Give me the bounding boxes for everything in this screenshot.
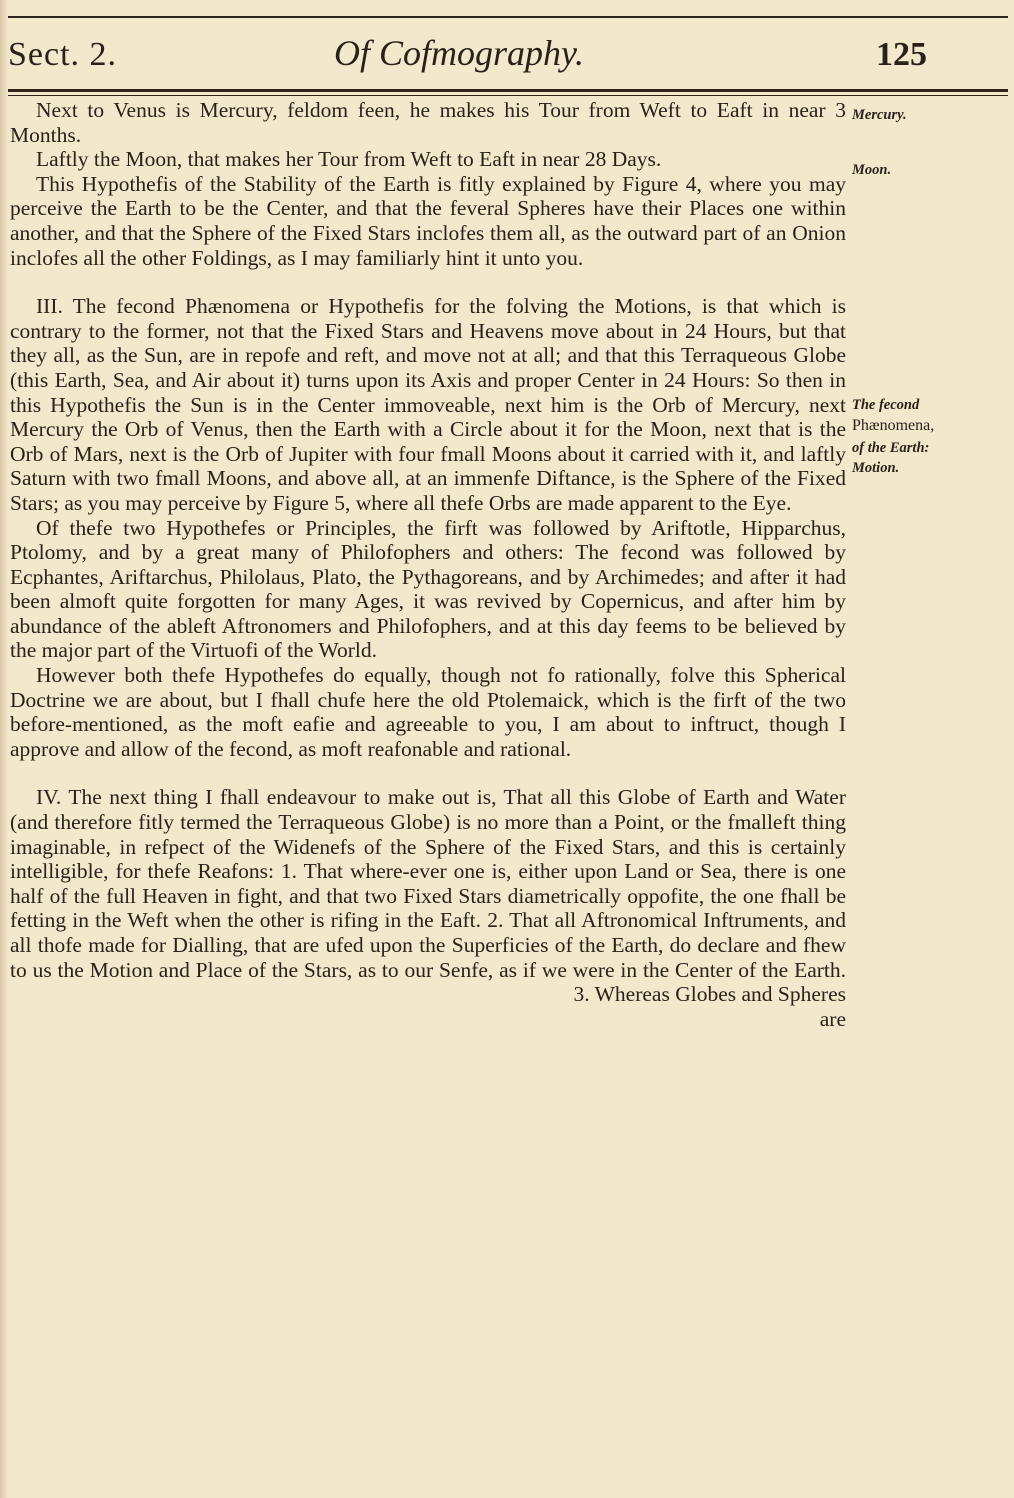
paragraph-hypothesis-stability: This Hypothefis of the Stability of the Earth is fitly explained by Figure 4, where you may perceive the Earth to be the Center, and that the feveral Spheres have their Places one within another, and that the Sphere of the Fixed Stars inclofes them all, as the outward part of an Onion inclofes all the other Foldings, as I may familiarly hint it unto you.: [10, 171, 846, 270]
margin-note-mercury: Mercury.: [852, 107, 907, 123]
paragraph-terraqueous-point: IV. The next thing I fhall endeavour to make out is, That all this Globe of Earth and Water (and therefore fitly termed the Terraqueous Globe) is no more than a Point, or the fmalleft thing imaginable, in refpect of the Widenefs of the Sphere of the Fixed Stars, and this is certainly intelligible, for thefe Reafons: 1. That where-ever one is, either upon Land or Sea, there is one half of the full Heaven in fight, and that two Fixed Stars diametrically oppofite, the one fhall be fetting in the Weft when the other is rifing in the Eaft. 2. That all Aftronomical Inftruments, and all thofe made for Dialling, that are ufed upon the Superficies of the Earth, do declare and fhew to us the Motion and Place of the Stars, as to our Senfe, as if we were in the Center of the Earth. 3. Whereas Globes and Spheres: [10, 785, 846, 1007]
catchword: are: [819, 1006, 846, 1031]
paragraph-second-hypothesis: III. The fecond Phænomena or Hypothefis for the folving the Motions, is that which is contrary to the former, not that the Fixed Stars and Heavens move about in 24 Hours, but that they all, as the Sun, are in repofe and reft, and move not at all; and that this Terraqueous Globe (this Earth, Sea, and Air about it) turns upon its Axis and proper Center in 24 Hours: So then in this Hypothefis the Sun is in the Center immoveable, next him is the Orb of Mercury, next Mercury the Orb of Venus, then the Earth with a Circle about it for the Moon, next that is the Orb of Mars, next is the Orb of Jupiter with four fmall Moons about it carried with it, and laftly Saturn with two fmall Moons, and above all, at an immenfe Diftance, is the Sphere of the Fixed Stars; as you may perceive by Figure 5, where all thefe Orbs are made apparent to the Eye.: [10, 294, 846, 515]
page-number: 125: [876, 36, 927, 73]
page-gutter: [0, 0, 8, 1498]
top-rule: [8, 16, 1008, 18]
margin-note-moon: Moon.: [852, 162, 892, 178]
catchword-line: [10, 1007, 846, 1032]
margin-note-second-2: Phænomena,: [852, 417, 935, 434]
margin-note-second-3: of the Earth:: [852, 440, 930, 456]
section-heading: Sect. 2.: [8, 36, 118, 73]
margin-note-second-4: Motion.: [852, 460, 900, 476]
margin-note-second-1: The fecond: [852, 397, 920, 413]
body-text: [10, 98, 846, 1031]
paragraph-mercury: Next to Venus is Mercury, feldom feen, he makes his Tour from Weft to Eaft in near 3 Months.: [10, 98, 846, 147]
running-title: Of Cofmography.: [334, 33, 585, 73]
paragraph-moon: Laftly the Moon, that makes her Tour from Weft to Eaft in near 28 Days.: [36, 147, 662, 172]
paragraph-followers: Of thefe two Hypothefes or Principles, the firft was followed by Ariftotle, Hipparchus, Ptolomy, and by a great many of Philofophers and others: The fecond was followed by Ecphantes, Ariftarchus, Philolaus, Plato, the Pythagoreans, and by Archimedes; and after it had been almoft quite forgotten for many Ages, it was revived by Copernicus, and after him by abundance of the ableft Aftronomers and Philofophers, and at this day feems to be believed by the major part of the Virtuofi of the World.: [10, 515, 846, 663]
header-rule-thin: [8, 95, 1008, 96]
paragraph-however: However both thefe Hypothefes do equally, though not fo rationally, folve this Spherical Doctrine we are about, but I fhall chufe here the old Ptolemaick, which is the firft of the two before-mentioned, as the moft eafie and agreeable to you, I am about to inftruct, though I approve and allow of the fecond, as moft reafonable and rational.: [10, 663, 846, 761]
header-rule: [8, 89, 1008, 92]
